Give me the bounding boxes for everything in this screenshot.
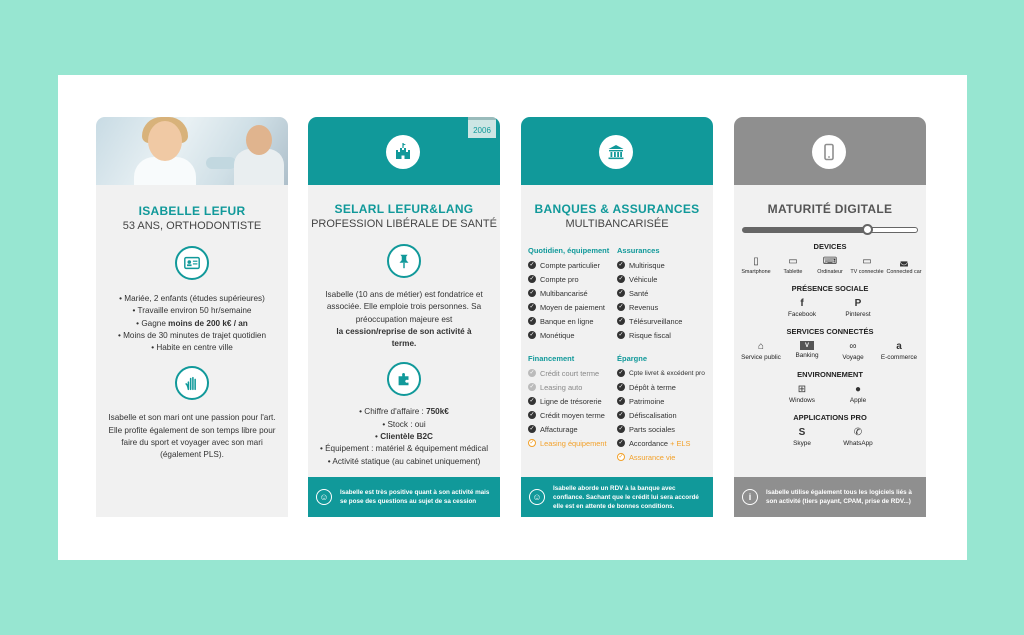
devices-row: ▯ Smartphone ▭ Tablette ⌨ Ordinateur ▭ TV connectée ◛ Connected car: [734, 255, 926, 275]
puzzle-icon: [387, 362, 421, 396]
windows-icon: ⊞: [797, 383, 807, 395]
persona-subtitle: 53 ANS, ORTHODONTISTE: [122, 220, 262, 232]
bank-title: BANQUES & ASSURANCES: [534, 202, 700, 216]
id-card-icon: [175, 246, 209, 280]
digital-header: [734, 117, 926, 185]
company-description: Isabelle (10 ans de métier) est fondatrice et associée. Elle emploie trois personnes. Sa préoccupation majeure est la cession/reprise de son activité à terme.: [325, 290, 483, 349]
tripadvisor-icon: ∞: [849, 340, 857, 352]
smartphone-icon: [812, 135, 846, 169]
bank-subtitle: MULTIBANCARISÉE: [565, 218, 669, 230]
bank-products-bottom: Financement ✓ Crédit court terme ✓ Leasing auto ✓ Ligne de trésorerie ✓ Crédit moyen terme ✓ Affacturage ✓ Leasing équipement Épargne ✓ Cpte livret & excédent pro ✓ Dépôt à terme ✓ Patrimoine ✓ Défiscalisation ✓ Parts sociales ✓ Accordance + ELS ✓ Assurance vie: [528, 354, 705, 462]
environment-row: ⊞ Windows ● Apple: [734, 383, 926, 404]
whatsapp-icon: ✆: [853, 426, 863, 438]
devices-heading: DEVICES: [813, 242, 847, 251]
environment-heading: ENVIRONNEMENT: [797, 370, 863, 379]
digital-footer: i Isabelle utilise également tous les logiciels liés à son activité (tiers payant, CPAM, prise de RDV...): [734, 477, 926, 517]
info-icon: i: [742, 489, 758, 505]
pin-icon: [387, 244, 421, 278]
smiley-icon: ☺: [316, 489, 332, 505]
persona-name: ISABELLE LEFUR: [138, 204, 246, 218]
social-row: f Facebook P Pinterest: [734, 297, 926, 318]
company-footer: ☺ Isabelle est très positive quant à son activité mais se pose des questions au sujet de sa cession: [308, 477, 500, 517]
year-badge: 2006: [468, 117, 496, 138]
castle-icon: [386, 135, 420, 169]
bank-header: [521, 117, 713, 185]
bank-products-top: Quotidien, équipement ✓ Compte particulier ✓ Compte pro ✓ Multibancarisé ✓ Moyen de paiement ✓ Banque en ligne ✓ Monétique Assurances ✓ Multirisque ✓ Véhicule ✓ Santé ✓ Revenus ✓ Télésurveillance ✓ Risque fiscal: [528, 246, 683, 340]
laptop-icon: ⌨: [822, 255, 838, 267]
maturity-fill: [743, 228, 868, 232]
bank-card: [521, 117, 713, 517]
apps-row: S Skype ✆ WhatsApp: [734, 426, 926, 447]
digital-card: [734, 117, 926, 517]
facebook-icon: f: [800, 297, 804, 309]
services-row: ⌂ Service public V Banking ∞ Voyage a E-commerce: [734, 340, 926, 361]
company-subtitle: PROFESSION LIBÉRALE DE SANTÉ: [311, 218, 497, 230]
social-heading: PRÉSENCE SOCIALE: [791, 284, 869, 293]
persona-hobbies: Isabelle et son mari ont une passion pour l'art. Elle profite également de son temps libre pour faire du sport et voyager avec son mari (également PLS).: [108, 413, 276, 460]
company-name: SELARL LEFUR&LANG: [334, 202, 474, 216]
digital-title: MATURITÉ DIGITALE: [767, 202, 893, 216]
bank-icon: ⌂: [757, 340, 765, 352]
tablet-icon: ▭: [788, 255, 798, 267]
dentist-photo: [96, 117, 288, 185]
persona-card: [96, 117, 288, 517]
skype-icon: S: [798, 426, 806, 438]
hand-icon: [175, 366, 209, 400]
pinterest-icon: P: [854, 297, 862, 309]
car-icon: ◛: [899, 255, 909, 267]
company-facts: • Chiffre d'affaire : 750k€ • Stock : oui • Clientèle B2C • Équipement : matériel & équipement médical • Activité statique (au cabinet uniquement): [319, 407, 489, 466]
bank-icon: [599, 135, 633, 169]
company-header: [308, 117, 500, 185]
bank-footer: ☺ Isabelle aborde un RDV à la banque avec confiance. Sachant que le crédit lui sera accordé elle est en attente de bonnes conditions.: [521, 477, 713, 517]
maturity-knob: [862, 224, 873, 235]
maturity-gauge: [742, 227, 918, 233]
company-card: [308, 117, 500, 517]
persona-details: • Mariée, 2 enfants (études supérieures) • Travaille environ 50 hr/semaine • Gagne moins de 200 k€ / an • Moins de 30 minutes de trajet quotidien • Habite en centre ville: [117, 294, 267, 353]
apple-icon: ●: [854, 383, 862, 395]
services-heading: SERVICES CONNECTÉS: [786, 327, 874, 336]
smartphone-icon: ▯: [753, 255, 759, 267]
tv-icon: ▭: [862, 255, 872, 267]
visa-icon: V: [800, 341, 814, 350]
smiley-icon: ☺: [529, 489, 545, 505]
amazon-icon: a: [896, 340, 902, 352]
apps-heading: APPLICATIONS PRO: [793, 413, 867, 422]
